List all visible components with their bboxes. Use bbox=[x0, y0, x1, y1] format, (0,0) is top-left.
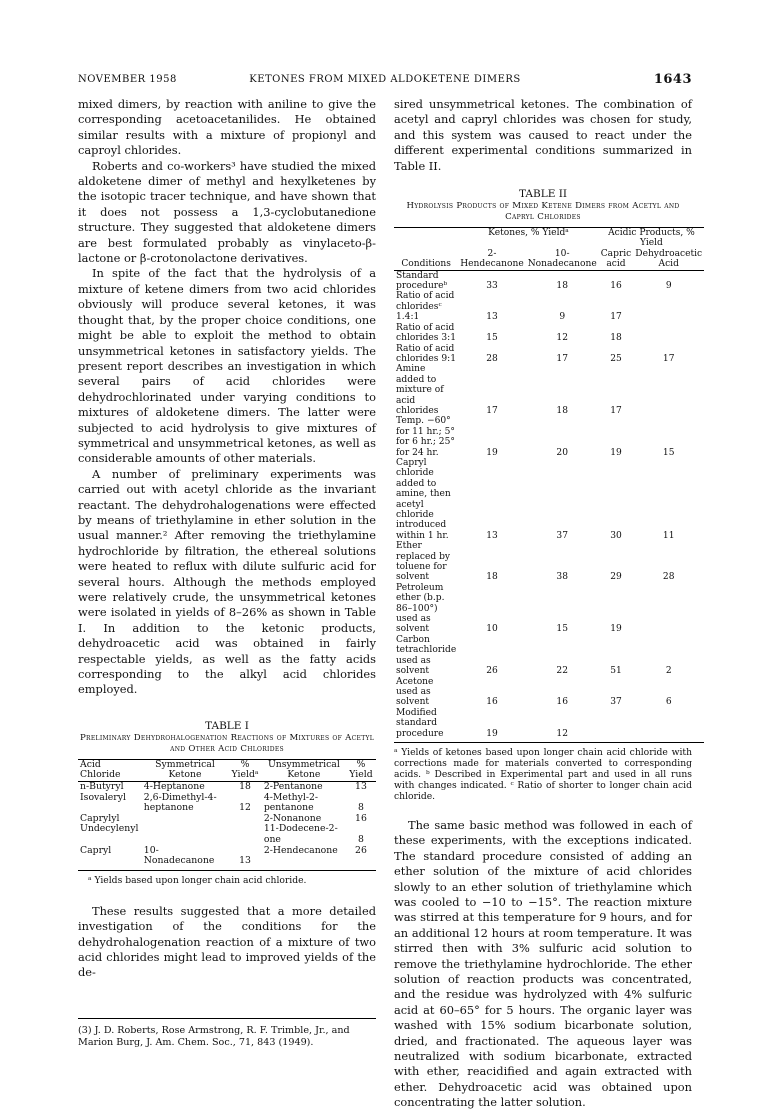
table2-caption: TABLE II bbox=[519, 188, 567, 201]
table-row bbox=[78, 824, 376, 845]
table-cell: 29 bbox=[610, 572, 622, 583]
table-cell: 15 bbox=[662, 447, 675, 458]
table-row bbox=[394, 541, 704, 583]
table-cell: 9 bbox=[665, 281, 672, 292]
table-row bbox=[394, 364, 704, 416]
table-row bbox=[394, 708, 704, 743]
table-cell: 13 bbox=[486, 530, 498, 541]
table-cell: 15 bbox=[486, 333, 498, 344]
table-cell: 2-Nonanone bbox=[263, 812, 322, 824]
table2-header: Dehydroacetic Acid bbox=[635, 248, 703, 270]
table-cell: Amine added to mixture of acid chlorides bbox=[396, 364, 444, 416]
table-cell: 6 bbox=[665, 697, 672, 708]
running-header bbox=[78, 74, 692, 90]
table-cell: 51 bbox=[610, 666, 622, 677]
table-cell: Capryl chloride added to amine, then acetyl chloride introduced within 1 hr. bbox=[396, 457, 451, 541]
table1-header: Symmetrical Ketone bbox=[142, 759, 228, 781]
left-column bbox=[78, 97, 376, 981]
table-cell: 12 bbox=[556, 333, 568, 344]
table-cell bbox=[599, 708, 634, 743]
table-row bbox=[394, 323, 704, 344]
table-cell: 25 bbox=[610, 353, 622, 364]
table-cell: 17 bbox=[556, 353, 568, 364]
table2-body bbox=[394, 270, 704, 742]
table-cell: n-Butyryl bbox=[80, 781, 124, 793]
table-cell: 18 bbox=[239, 781, 251, 793]
table-cell: Ratio of acid chlorides 3:1 bbox=[396, 322, 456, 344]
table-cell bbox=[633, 291, 704, 322]
table-cell: 11 bbox=[662, 530, 675, 541]
table-cell: 13 bbox=[228, 846, 262, 871]
table-cell: 13 bbox=[355, 781, 367, 793]
table-cell: Standard procedureᵇ bbox=[396, 270, 448, 292]
table-cell: 9 bbox=[559, 312, 566, 323]
table-cell: 19 bbox=[486, 447, 498, 458]
table-row bbox=[78, 846, 376, 871]
paragraph: These results suggested that a more detailed investigation of the conditions for the dehydrohalogenation reaction of a mixture of two acid chlorides might lead to improved yields of the de- bbox=[78, 903, 376, 980]
table-cell: 18 bbox=[610, 333, 622, 344]
table-cell: 12 bbox=[239, 802, 251, 814]
table-cell: 22 bbox=[556, 666, 568, 677]
table-row bbox=[394, 635, 704, 677]
header-title: KETONES FROM MIXED ALDOKETENE DIMERS bbox=[249, 74, 521, 85]
paragraph: The same basic method was followed in each of these experiments, with the exceptions indicated. The standard procedure consisted of adding an ether solution of the mixture of acid chlorides slowly to an ether solution of triethylamine which was cooled to −10 to −15°. The reaction mixture was stirred at this temperature for 9 hours, and for an additional 12 hours at room temperature. It was stirred then with 3% sulfuric acid solution to remove the triethylamine hydrochloride. The ether solution of reaction products was concentrated, and the residue was hydrolyzed with 4% sulfuric acid at 60–65° for 5 hours. The organic layer was washed with 15% sodium bicarbonate solution, dried, and fractionated. The aqueous layer was neutralized with sodium bicarbonate, extracted with ether, reacidified and again extracted with ether. Dehydroacetic acid was obtained upon concentrating the latter solution. bbox=[394, 817, 692, 1110]
table-cell: 33 bbox=[486, 281, 498, 292]
header-date: NOVEMBER 1958 bbox=[78, 74, 177, 85]
table2 bbox=[394, 227, 704, 743]
table-cell: 2,6-Dimethyl-4-heptanone bbox=[143, 791, 217, 814]
table-cell: 8 bbox=[357, 834, 364, 845]
right-column bbox=[394, 97, 703, 1111]
table-cell: 19 bbox=[610, 624, 622, 635]
table-cell bbox=[142, 814, 228, 825]
table1-header: Unsymmetrical Ketone bbox=[262, 759, 346, 781]
table-cell: Petroleum ether (b.p. 86–100°) used as solvent bbox=[396, 582, 445, 635]
table-cell: 37 bbox=[610, 697, 622, 708]
table-cell: 17 bbox=[486, 405, 498, 416]
table-row bbox=[394, 291, 704, 322]
table-cell bbox=[633, 708, 704, 743]
table1-title: Preliminary Dehydrohalogenation Reactions of Mixtures of Acetyl and Other Acid Chlorides bbox=[79, 732, 375, 754]
table-cell bbox=[633, 583, 704, 635]
reference-footnote: (3) J. D. Roberts, Rose Armstrong, R. F. Trimble, Jr., and Marion Burg, J. Am. Chem. Soc., 71, 843 (1949). bbox=[78, 1018, 376, 1048]
paragraph: Roberts and co-workers³ have studied the mixed aldoketene dimer of methyl and hexylketenes by the isotopic tracer technique, and have shown that it does not possess a 1,3-cyclobutanedione structure. They suggested that aldoketene dimers are best formulated probably as vinylaceto-β-lactone or β-crotonolactone derivatives. bbox=[78, 158, 376, 266]
paragraph: sired unsymmetrical ketones. The combination of acetyl and capryl chlorides was chosen for study, and this system was caused to react under the different experimental conditions summarized in Table II. bbox=[394, 97, 692, 173]
table2-header: 2-Hendecanone bbox=[460, 248, 524, 270]
table-cell: 2-Pentanone bbox=[263, 781, 323, 793]
table-cell: Modified standard procedure bbox=[394, 708, 458, 743]
table1-header: % Yieldᵃ bbox=[228, 759, 262, 781]
table-cell: 2-Hendecanone bbox=[262, 846, 346, 871]
table2-header: 10-Nonadecanone bbox=[527, 248, 597, 270]
table-row bbox=[394, 677, 704, 708]
table-cell: 2 bbox=[665, 666, 672, 677]
table-row bbox=[394, 458, 704, 541]
table2-header: Conditions bbox=[394, 249, 458, 270]
table-cell: 30 bbox=[610, 530, 622, 541]
paragraph: A number of preliminary experiments was carried out with acetyl chloride as the invariant reactant. The dehydrohalogenations were effected by means of triethylamine in ether solution in the usual manner.² After removing the triethylamine hydrochloride by filtration, the ethereal solutions were heated to reflux with dilute sulfuric acid for several hours. Although the methods employed were relatively crude, the unsymmetrical ketones were isolated in yields of 8–26% as shown in Table I. In addition to the ketonic products, dehydroacetic acid was obtained in fairly respectable yields, as well as the fatty acids corresponding to the alkyl acid chlorides employed. bbox=[78, 466, 376, 697]
table-row bbox=[394, 583, 704, 635]
table-cell: 26 bbox=[486, 666, 498, 677]
table2-header: Capric acid bbox=[600, 248, 632, 270]
table-cell: 18 bbox=[556, 405, 568, 416]
table-cell: Temp. −60° for 11 hr.; 5° for 6 hr.; 25° for 24 hr. bbox=[396, 416, 455, 458]
table-cell: 8 bbox=[357, 802, 364, 814]
table-cell: Ratio of acid chloridesᶜ 1.4:1 bbox=[396, 291, 455, 323]
table2-group-acids: Acidic Products, % Yield bbox=[599, 228, 704, 249]
table-cell: 26 bbox=[346, 846, 376, 871]
table-cell bbox=[633, 364, 704, 416]
table-cell: 10 bbox=[486, 624, 498, 635]
table-cell: 16 bbox=[556, 697, 568, 708]
table-cell: 11-Dodecene-2-one bbox=[263, 823, 338, 845]
table1-footnote: ᵃ Yields based upon longer chain acid chloride. bbox=[88, 874, 307, 886]
table-row bbox=[394, 270, 704, 291]
table-cell: 38 bbox=[556, 572, 568, 583]
table-row bbox=[78, 793, 376, 814]
table-cell: 12 bbox=[526, 708, 599, 743]
table-row bbox=[394, 416, 704, 458]
table-cell: Carbon tetrachloride used as solvent bbox=[396, 634, 457, 677]
table-cell bbox=[633, 323, 704, 344]
table-cell: Isovaleryl bbox=[80, 791, 126, 803]
table-cell: 4-Heptanone bbox=[143, 781, 205, 793]
table-cell: Capryl bbox=[78, 846, 142, 871]
table-cell: 28 bbox=[486, 353, 498, 364]
table-cell: 19 bbox=[458, 708, 525, 743]
table-cell bbox=[228, 824, 262, 845]
table-cell: 28 bbox=[662, 572, 675, 583]
table-cell: 10-Nonadecanone bbox=[142, 846, 228, 871]
table1-caption: TABLE I bbox=[205, 719, 249, 732]
table-cell: 13 bbox=[486, 312, 498, 323]
table-cell: 16 bbox=[610, 281, 622, 292]
table1-header: Acid Chloride bbox=[78, 759, 142, 781]
table-cell: 18 bbox=[486, 572, 498, 583]
table-cell: 19 bbox=[610, 447, 622, 458]
table2-group-row bbox=[394, 228, 704, 249]
table-cell: Undecylenyl bbox=[80, 823, 139, 835]
table-cell: 18 bbox=[556, 281, 568, 292]
table1-header-row bbox=[78, 759, 376, 781]
table1 bbox=[78, 759, 376, 871]
table-cell: 17 bbox=[662, 353, 675, 364]
table-row bbox=[394, 344, 704, 365]
table1-header: % Yield bbox=[346, 759, 376, 781]
table-cell bbox=[228, 814, 262, 825]
table-cell: 16 bbox=[355, 812, 367, 824]
table-cell: 17 bbox=[610, 405, 622, 416]
table-cell: Ratio of acid chlorides 9:1 bbox=[396, 343, 456, 364]
paragraph: mixed dimers, by reaction with aniline to give the corresponding acetoacetanilides. He obtained similar results with a mixture of propionyl and caproyl chlorides. bbox=[78, 97, 376, 158]
table-row bbox=[78, 782, 376, 793]
table-cell: Caprylyl bbox=[80, 812, 120, 824]
table2-header-row bbox=[394, 249, 704, 270]
table-cell: Acetone used as solvent bbox=[396, 676, 434, 708]
table-cell bbox=[142, 824, 228, 845]
paragraph: In spite of the fact that the hydrolysis of a mixture of ketene dimers from two acid chlorides obviously will produce several ketones, it was thought that, by the proper choice conditions, one might be able to exploit the method to obtain unsymmetrical ketones in satisfactory yields. The present report describes an investigation in which several pairs of acid chlorides were dehydrochlorinated under varying conditions to mixtures of aldoketene dimers. The latter were subjected to acid hydrolysis to give mixtures of symmetrical and unsymmetrical ketones, as well as considerable amounts of other materials. bbox=[78, 266, 376, 466]
table-cell: 16 bbox=[486, 697, 498, 708]
table2-footnote: ᵃ Yields of ketones based upon longer chain acid chloride with corrections made for materials converted to corresponding acids. ᵇ Described in Experimental part and used in all runs with changes indicated. ᶜ Ratio of shorter to longer chain acid chloride. bbox=[394, 746, 692, 802]
table2-title: Hydrolysis Products of Mixed Ketene Dimers from Acetyl and Capryl Chlorides bbox=[406, 201, 680, 223]
table-cell: 15 bbox=[556, 624, 568, 635]
page-number: 1643 bbox=[653, 72, 692, 87]
table-cell: 17 bbox=[610, 312, 622, 323]
table-cell: 20 bbox=[556, 447, 568, 458]
table2-group-ketones: Ketones, % Yieldᵃ bbox=[458, 228, 598, 249]
table-cell: 4-Methyl-2-pentanone bbox=[263, 791, 319, 814]
table-cell: Ether replaced by toluene for solvent bbox=[396, 541, 451, 583]
table-cell: 37 bbox=[556, 530, 568, 541]
